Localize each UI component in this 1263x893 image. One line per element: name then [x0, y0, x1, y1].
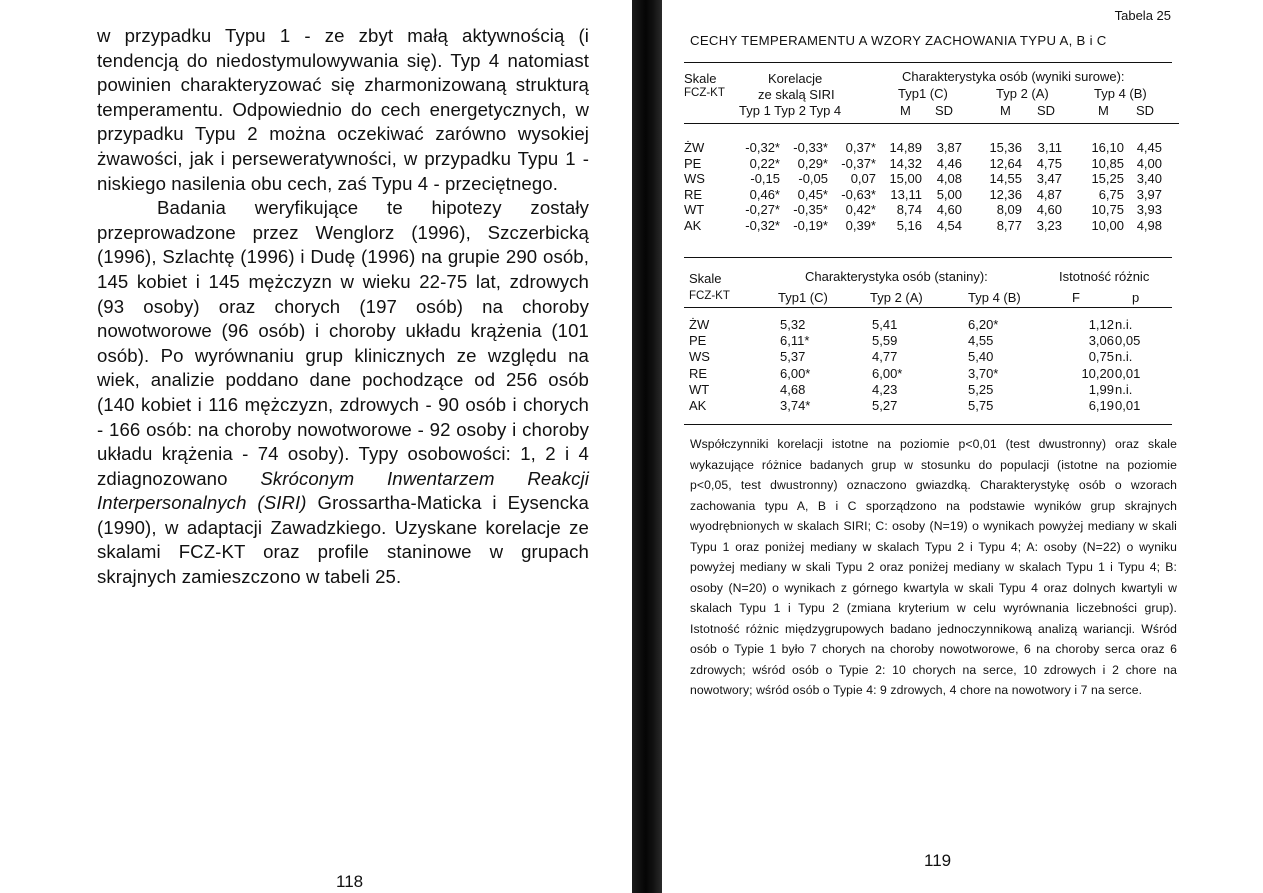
- t1-cell-k2: 0,29*: [797, 155, 828, 171]
- book-gutter: [632, 0, 662, 893]
- t2-cell-p: n.i.: [1115, 381, 1133, 397]
- right-page: [662, 0, 1263, 893]
- t1-cell-m2: 8,09: [996, 202, 1022, 217]
- paragraph-2-part-a: Badania weryfikujące te hipotezy zostały przeprowadzone przez Wenglorz (1996), Szczerbicką (1996), Szlachtę (1996) i Dudę (1996) na grupie 290 osób, 145 kobiet i 145 mężczyzn w wieku 22-75 lat, zdrowych (93 osoby) oraz chorych (197 osób) na choroby nowotworowe (96 osób) i choroby układu krążenia (101 osób). Po wyrównaniu grup klinicznych ze względu na wiek, analizie poddano dane pochodzące od 256 osób (140 kobiet i 116 mężczyzn, zdrowych - 90 osób i chorych - 166 osób: na choroby nowotworowe - 92 osoby i choroby układu krążenia - 74 osoby). Typy osobowości: 1, 2 i 4 zdiagnozowano: [97, 197, 589, 489]
- t2-cell-c: 5,37: [780, 349, 806, 365]
- t2-header-p: p: [1132, 290, 1140, 305]
- t1-header-fczkt: FCZ-KT: [684, 87, 725, 99]
- t1-cell-k1: -0,27*: [745, 202, 780, 217]
- t1-cell-m1: 13,11: [890, 186, 922, 202]
- t2-cell-c: 6,11*: [780, 333, 810, 349]
- t2-cell-p: 0,01: [1115, 398, 1141, 413]
- table-label: Tabela 25: [1114, 8, 1171, 23]
- t2-header-skale: Skale: [689, 271, 722, 286]
- t1-cell-m1: 14,32: [889, 155, 922, 171]
- t2-cell-skala: ŻW: [689, 317, 710, 332]
- t1-cell-sd2: 3,23: [1036, 217, 1062, 233]
- t1-header-m2: M: [1000, 103, 1011, 118]
- t1-cell-m3: 6,75: [1098, 186, 1124, 202]
- t1-cell-m3: 10,75: [1091, 202, 1124, 217]
- t1-cell-k4: 0,39*: [845, 217, 876, 233]
- table-title: CECHY TEMPERAMENTU A WZORY ZACHOWANIA TYPU A, B i C: [690, 33, 1107, 48]
- page-number-left: 118: [336, 872, 364, 891]
- t1-cell-m2: 14,55: [989, 171, 1022, 186]
- t1-cell-sd2: 4,60: [1036, 202, 1062, 217]
- siri-title: Skróconym Inwentarzem Reakcji Interpersonalnych (SIRI): [97, 467, 589, 514]
- t1-cell-sd2: 3,47: [1036, 171, 1062, 186]
- t2-cell-b: 5,40: [968, 349, 994, 365]
- t1-cell-sd3: 4,00: [1136, 155, 1162, 171]
- t1-header-m3: M: [1098, 103, 1109, 118]
- t2-cell-p: 0,05: [1115, 333, 1141, 349]
- t1-cell-m3: 10,85: [1091, 155, 1124, 171]
- t1-cell-m3: 10,00: [1091, 217, 1124, 233]
- t2-cell-skala: RE: [689, 365, 708, 381]
- t1-header-skale: Skale: [684, 71, 717, 86]
- t1-header-ze-skala: ze skalą SIRI: [758, 87, 835, 102]
- t2-cell-c: 3,74*: [780, 398, 811, 413]
- t1-cell-k1: -0,15: [750, 171, 780, 186]
- t2-header-fczkt: FCZ-KT: [689, 290, 730, 302]
- t2-cell-a: 6,00*: [872, 365, 903, 381]
- t1-cell-k2: 0,45*: [797, 186, 828, 202]
- t1-cell-k2: -0,19*: [793, 217, 828, 233]
- t1-header-char: Charakterystyka osób (wyniki surowe):: [902, 69, 1125, 84]
- t1-cell-k2: -0,35*: [793, 202, 828, 217]
- t2-cell-skala: AK: [689, 398, 707, 413]
- t2-cell-c: 5,32: [780, 317, 806, 332]
- t1-cell-k1: -0,32*: [745, 217, 780, 233]
- t2-cell-f: 6,19: [1088, 398, 1114, 413]
- t1-header-typ-row: Typ 1 Typ 2 Typ 4: [739, 103, 842, 118]
- t2-cell-skala: WS: [689, 349, 710, 365]
- t1-cell-sd3: 3,40: [1136, 171, 1162, 186]
- t1-cell-sd1: 4,08: [936, 171, 962, 186]
- t1-cell-k4: 0,37*: [845, 140, 876, 155]
- t1-cell-sd2: 4,75: [1036, 155, 1062, 171]
- page-number-right: 119: [924, 851, 952, 870]
- t2-cell-c: 6,00*: [780, 365, 811, 381]
- t1-cell-k2: -0,33*: [793, 140, 828, 155]
- t1-header-typ4b: Typ 4 (B): [1094, 86, 1147, 101]
- t2-cell-b: 6,20*: [968, 317, 999, 332]
- t1-cell-sd2: 4,87: [1036, 186, 1062, 202]
- t2-cell-c: 4,68: [780, 381, 806, 397]
- t1-cell-sd1: 3,87: [936, 140, 962, 155]
- paragraph-1: w przypadku Typu 1 - ze zbyt małą aktywnością (i tendencją do niedostymulowywania się). Typ 4 natomiast powinien charakteryzować się zharmonizowaną strukturą temperamentu. Odpowiednio do cech energetycznych, w przypadku Typu 2 można oczekiwać zarówno wysokiej żwawości, jak i perseweratywności, w przypadku Typu 1 - niskiego nasilenia obu cech, zaś Typu 4 - przeciętnego.: [97, 25, 589, 194]
- t2-header-typ1c: Typ1 (C): [778, 290, 828, 305]
- t1-cell-m1: 5,16: [896, 217, 922, 233]
- t1-cell-m2: 8,77: [996, 217, 1022, 233]
- t1-cell-sd1: 4,54: [936, 217, 962, 233]
- t2-cell-f: 1,12: [1088, 317, 1114, 332]
- t2-cell-a: 4,23: [872, 381, 898, 397]
- table-footnote: Współczynniki korelacji istotne na poziomie p<0,01 (test dwustronny) oraz skale wykazujące różnice badanych grup w stosunku do populacji (istotne na poziomie p<0,05, test dwustronny) oznaczono gwiazdką. Charakterystykę osób o wzorach zachowania typu A, B i C sporządzono na podstawie wyników grup skrajnych wyodrębnionych w skalach SIRI; C: osoby (N=19) o wynikach powyżej mediany w skali Typu 1 oraz poniżej mediany w skalach Typu 2 i Typu 4; A: osoby (N=22) o wyniku powyżej mediany w skali Typu 2 oraz poniżej mediany w skalach Typu 1 i Typu 4; B: osoby (N=20) o wynikach z górnego kwartyla w skali Typu 4 oraz dolnych kwartyli w skalach Typu 1 i Typu 2 (zmiana kryterium w celu wyrównania liczebności grup). Istotność różnic międzygrupowych badano jednoczynnikową analizą wariancji. Wśród osób o Typie 1 było 7 chorych na choroby nowotworowe, 6 na choroby serca oraz 6 zdrowych; wśród osób o Typie 2: 10 chorych na serce, 10 zdrowych i 2 chore na nowotwory; wśród osób o Typie 4: 9 zdrowych, 4 chore na nowotwory i 7 na serce.: [690, 437, 1177, 697]
- t1-cell-skala: PE: [684, 155, 702, 171]
- t2-cell-b: 5,75: [968, 398, 994, 413]
- t1-cell-skala: AK: [684, 217, 702, 233]
- t2-cell-skala: PE: [689, 333, 707, 349]
- t2-header-f: F: [1072, 290, 1080, 305]
- t2-header-typ4b: Typ 4 (B): [968, 290, 1021, 305]
- t2-header-char: Charakterystyka osób (staniny):: [805, 269, 988, 284]
- t2-cell-f: 10,20: [1081, 365, 1114, 381]
- t2-header-typ2a: Typ 2 (A): [870, 290, 923, 305]
- t1-cell-m3: 16,10: [1091, 140, 1124, 155]
- t1-cell-sd3: 3,93: [1136, 202, 1162, 217]
- t2-cell-p: n.i.: [1115, 349, 1133, 365]
- t2-cell-b: 4,55: [968, 333, 994, 349]
- t2-cell-a: 5,59: [872, 333, 898, 349]
- paragraph-2: [97, 196, 589, 590]
- table2-bottom-rule: [684, 424, 1172, 425]
- t2-header-rule: [684, 307, 1172, 308]
- t2-cell-b: 5,25: [968, 381, 994, 397]
- t1-cell-skala: RE: [684, 186, 703, 202]
- t1-cell-sd1: 4,46: [936, 155, 962, 171]
- t1-cell-m2: 15,36: [989, 140, 1022, 155]
- t1-cell-sd3: 3,97: [1136, 186, 1162, 202]
- table1-top-rule: [684, 62, 1172, 63]
- t1-cell-k4: 0,07: [850, 171, 876, 186]
- t1-cell-k1: 0,22*: [749, 155, 780, 171]
- t1-cell-sd1: 4,60: [936, 202, 962, 217]
- t2-cell-a: 5,27: [872, 398, 898, 413]
- t2-cell-f: 1,99: [1088, 381, 1114, 397]
- table2-top-rule: [684, 257, 1172, 258]
- t2-cell-p: 0,01: [1115, 365, 1141, 381]
- t2-cell-f: 3,06: [1088, 333, 1114, 349]
- t2-cell-a: 5,41: [872, 317, 898, 332]
- t1-header-sd3: SD: [1136, 103, 1155, 118]
- t2-cell-b: 3,70*: [968, 365, 999, 381]
- t1-cell-m1: 15,00: [889, 171, 922, 186]
- t1-header-m1: M: [900, 103, 911, 118]
- t1-header-sd1: SD: [935, 103, 954, 118]
- t1-header-typ1c: Typ1 (C): [898, 86, 948, 101]
- t1-cell-m2: 12,36: [989, 186, 1022, 202]
- t2-cell-skala: WT: [689, 381, 710, 397]
- t1-header-typ2a: Typ 2 (A): [996, 86, 1049, 101]
- t1-cell-sd2: 3,11: [1037, 140, 1062, 155]
- t1-cell-k4: -0,63*: [841, 186, 876, 202]
- t1-cell-k4: -0,37*: [841, 155, 876, 171]
- t1-cell-sd3: 4,45: [1136, 140, 1162, 155]
- t1-header-korelacje: Korelacje: [768, 71, 823, 86]
- t1-cell-skala: ŻW: [684, 140, 705, 155]
- t1-cell-m3: 15,25: [1091, 171, 1124, 186]
- left-body-text: [97, 24, 589, 590]
- t1-cell-k1: -0,32*: [745, 140, 780, 155]
- t1-cell-k2: -0,05: [798, 171, 828, 186]
- paragraph-2-part-b: Grossartha-Maticka i Eysencka (1990), w adaptacji Zawadzkiego. Uzyskane korelacje ze skalami FCZ-KT oraz profile staninowe w grupach skrajnych zamieszczono w tabeli 25.: [97, 492, 589, 588]
- t1-cell-sd3: 4,98: [1136, 217, 1162, 233]
- t2-cell-p: n.i.: [1115, 317, 1133, 332]
- t2-header-istotnosc: Istotność różnic: [1059, 269, 1150, 284]
- t1-cell-skala: WT: [684, 202, 705, 217]
- t1-cell-m1: 8,74: [896, 202, 922, 217]
- t1-cell-sd1: 5,00: [936, 186, 962, 202]
- t1-cell-k1: 0,46*: [749, 186, 780, 202]
- t1-cell-m2: 12,64: [989, 155, 1022, 171]
- t1-header-rule: [684, 123, 1179, 124]
- t2-cell-a: 4,77: [872, 349, 898, 365]
- t1-cell-skala: WS: [684, 171, 705, 186]
- t2-cell-f: 0,75: [1088, 349, 1114, 365]
- t1-cell-k4: 0,42*: [845, 202, 876, 217]
- t1-cell-m1: 14,89: [889, 140, 922, 155]
- t1-header-sd2: SD: [1037, 103, 1056, 118]
